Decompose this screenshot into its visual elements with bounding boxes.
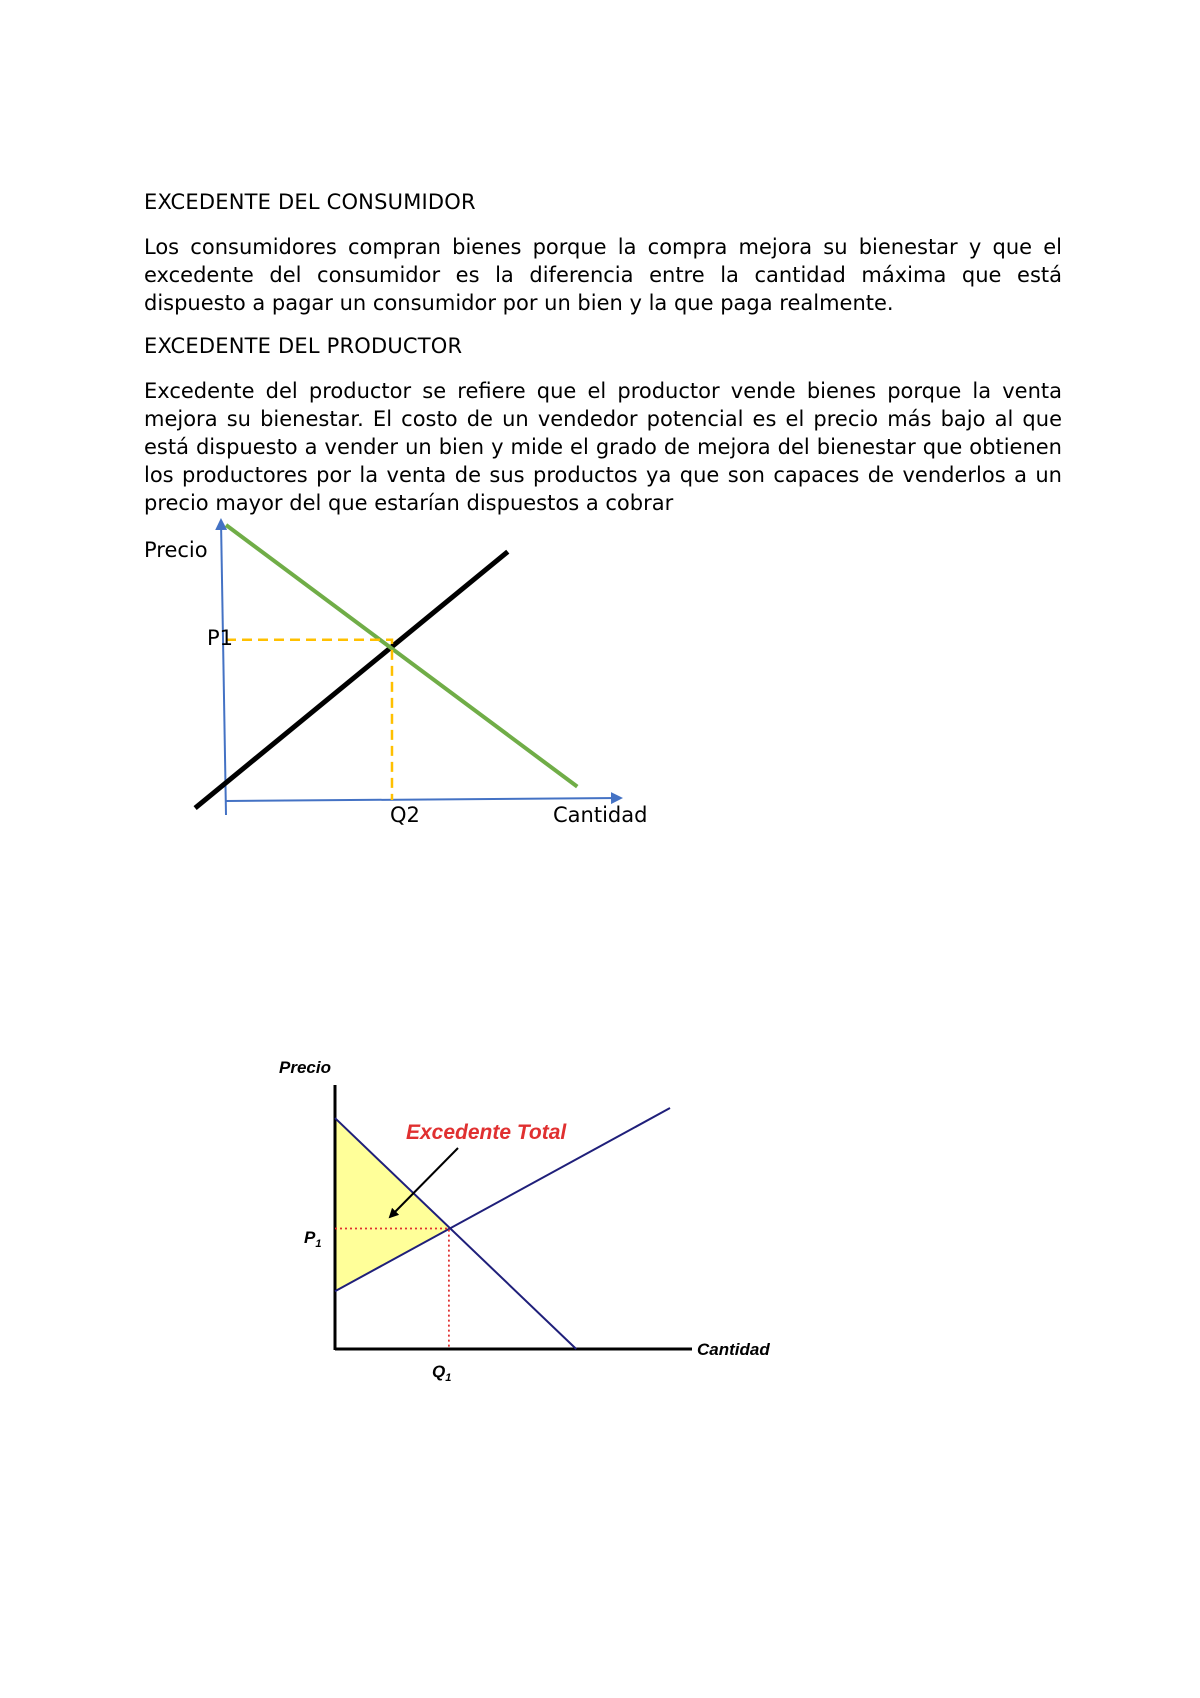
section-text-producer: Excedente del productor se refiere que el productor vende bienes porque la venta mejora su bienestar. El costo de un vendedor potencial es el precio más bajo al que está dispuesto a vender un bien y mide el grado de mejora del bienestar que obtienen los productores por la venta de sus productos ya que son capaces de venderlos a un precio mayor del que estarían dispuestos a cobrar — [144, 379, 1062, 515]
price-p1-label: P1 — [207, 626, 234, 650]
x-axis-label: Cantidad — [697, 1340, 770, 1359]
y-axis-label: Precio — [144, 538, 208, 562]
x-axis-label: Cantidad — [553, 803, 648, 827]
price-p-text: P — [304, 1228, 316, 1247]
y-axis-label: Precio — [279, 1058, 331, 1077]
section-text-consumer: Los consumidores compran bienes porque la compra mejora su bienestar y que el excedente del consumidor es la diferencia entre la cantidad máxima que está dispuesto a pagar un consumidor por un bien y la que paga realmente. — [144, 235, 1062, 315]
section-heading-consumer: EXCEDENTE DEL CONSUMIDOR — [144, 190, 476, 214]
quantity-subscript: 1 — [445, 1372, 452, 1384]
total-surplus-label: Excedente Total — [406, 1121, 567, 1144]
quantity-q-text: Q — [432, 1362, 446, 1381]
total-surplus-area — [335, 1118, 450, 1291]
section-heading-producer: EXCEDENTE DEL PRODUCTOR — [144, 334, 463, 358]
quantity-q2-label: Q2 — [390, 803, 420, 827]
price-subscript: 1 — [315, 1238, 322, 1250]
price-p1-label — [304, 1228, 321, 1250]
quantity-q1-label — [432, 1362, 451, 1384]
